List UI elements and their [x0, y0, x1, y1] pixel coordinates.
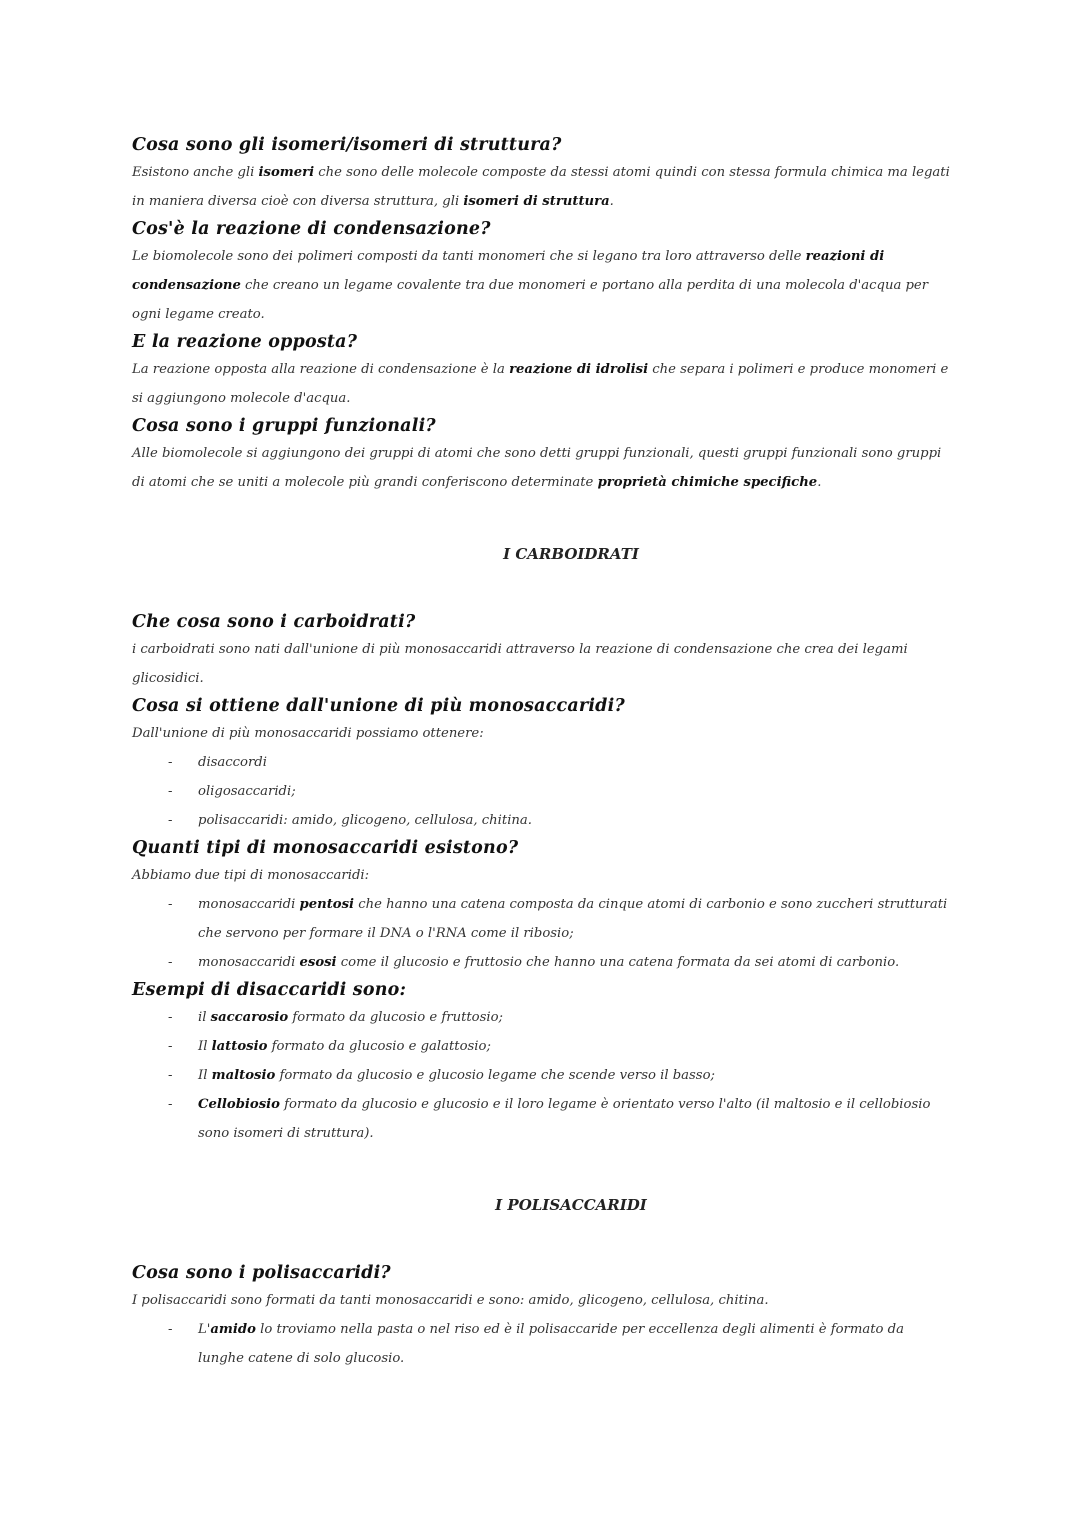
- list-item: - Cellobiosio formato da glucosio e glucosio e il loro legame è orientato verso l'alto (il maltosio e il cellobiosio sono isomeri di struttura).: [132, 1090, 950, 1148]
- question-reazione-opposta: E la reazione opposta?: [132, 332, 358, 352]
- section-title-polisaccaridi: I POLISACCARIDI: [495, 1196, 647, 1214]
- question-condensazione: Cos'è la reazione di condensazione?: [132, 219, 491, 239]
- answer-gruppi-funzionali: Alle biomolecole si aggiungono dei gruppi di atomi che sono detti gruppi funzionali, questi gruppi funzionali sono gruppi di atomi che se uniti a molecole più grandi conferiscono determinate proprietà chimiche specifiche.: [132, 446, 942, 490]
- list-polisaccaridi: [132, 1315, 950, 1373]
- question-esempi-disaccaridi: Esempi di disaccaridi sono:: [132, 980, 407, 1000]
- list-item: - L'amido lo troviamo nella pasta o nel riso ed è il polisaccaride per eccellenza degli alimenti è formato da lunghe catene di solo glucosio.: [132, 1315, 950, 1373]
- list-item: - oligosaccaridi;: [132, 777, 950, 806]
- list-item: - il saccarosio formato da glucosio e fruttosio;: [132, 1003, 950, 1032]
- list-disaccaridi: [132, 1003, 950, 1148]
- question-isomeri: Cosa sono gli isomeri/isomeri di struttura?: [132, 135, 562, 155]
- list-tipi-monosaccaridi: [132, 890, 950, 977]
- answer-reazione-opposta: La reazione opposta alla reazione di condensazione è la reazione di idrolisi che separa i polimeri e produce monomeri e si aggiungono molecole d'acqua.: [132, 362, 949, 406]
- question-gruppi-funzionali: Cosa sono i gruppi funzionali?: [132, 416, 436, 436]
- question-unione-monosaccaridi: Cosa si ottiene dall'unione di più monosaccaridi?: [132, 696, 625, 716]
- question-polisaccaridi: Cosa sono i polisaccaridi?: [132, 1263, 391, 1283]
- list-unione-monosaccaridi: [132, 748, 950, 835]
- section-title-carboidrati: I CARBOIDRATI: [503, 545, 639, 563]
- list-item: - monosaccaridi pentosi che hanno una catena composta da cinque atomi di carbonio e sono zuccheri strutturati che servono per formare il DNA o l'RNA come il ribosio;: [132, 890, 950, 948]
- list-item: - Il maltosio formato da glucosio e glucosio legame che scende verso il basso;: [132, 1061, 950, 1090]
- answer-carboidrati: i carboidrati sono nati dall'unione di più monosaccaridi attraverso la reazione di condensazione che crea dei legami glicosidici.: [132, 642, 908, 686]
- answer-isomeri: Esistono anche gli isomeri che sono delle molecole composte da stessi atomi quindi con stessa formula chimica ma legati in maniera diversa cioè con diversa struttura, gli isomeri di struttura.: [132, 165, 950, 209]
- list-item: - monosaccaridi esosi come il glucosio e fruttosio che hanno una catena formata da sei atomi di carbonio.: [132, 948, 950, 977]
- list-item: - polisaccaridi: amido, glicogeno, cellulosa, chitina.: [132, 806, 950, 835]
- list-item: - Il lattosio formato da glucosio e galattosio;: [132, 1032, 950, 1061]
- question-carboidrati: Che cosa sono i carboidrati?: [132, 612, 416, 632]
- intro-tipi-monosaccaridi: Abbiamo due tipi di monosaccaridi:: [132, 868, 370, 883]
- intro-unione-monosaccaridi: Dall'unione di più monosaccaridi possiamo ottenere:: [132, 726, 484, 741]
- answer-condensazione: Le biomolecole sono dei polimeri composti da tanti monomeri che si legano tra loro attraverso delle reazioni di condensazione che creano un legame covalente tra due monomeri e portano alla perdita di una molecola d'acqua per ogni legame creato.: [132, 249, 929, 322]
- answer-polisaccaridi: I polisaccaridi sono formati da tanti monosaccaridi e sono: amido, glicogeno, cellulosa, chitina.: [132, 1293, 769, 1308]
- question-tipi-monosaccaridi: Quanti tipi di monosaccaridi esistono?: [132, 838, 519, 858]
- list-item: - disaccordi: [132, 748, 950, 777]
